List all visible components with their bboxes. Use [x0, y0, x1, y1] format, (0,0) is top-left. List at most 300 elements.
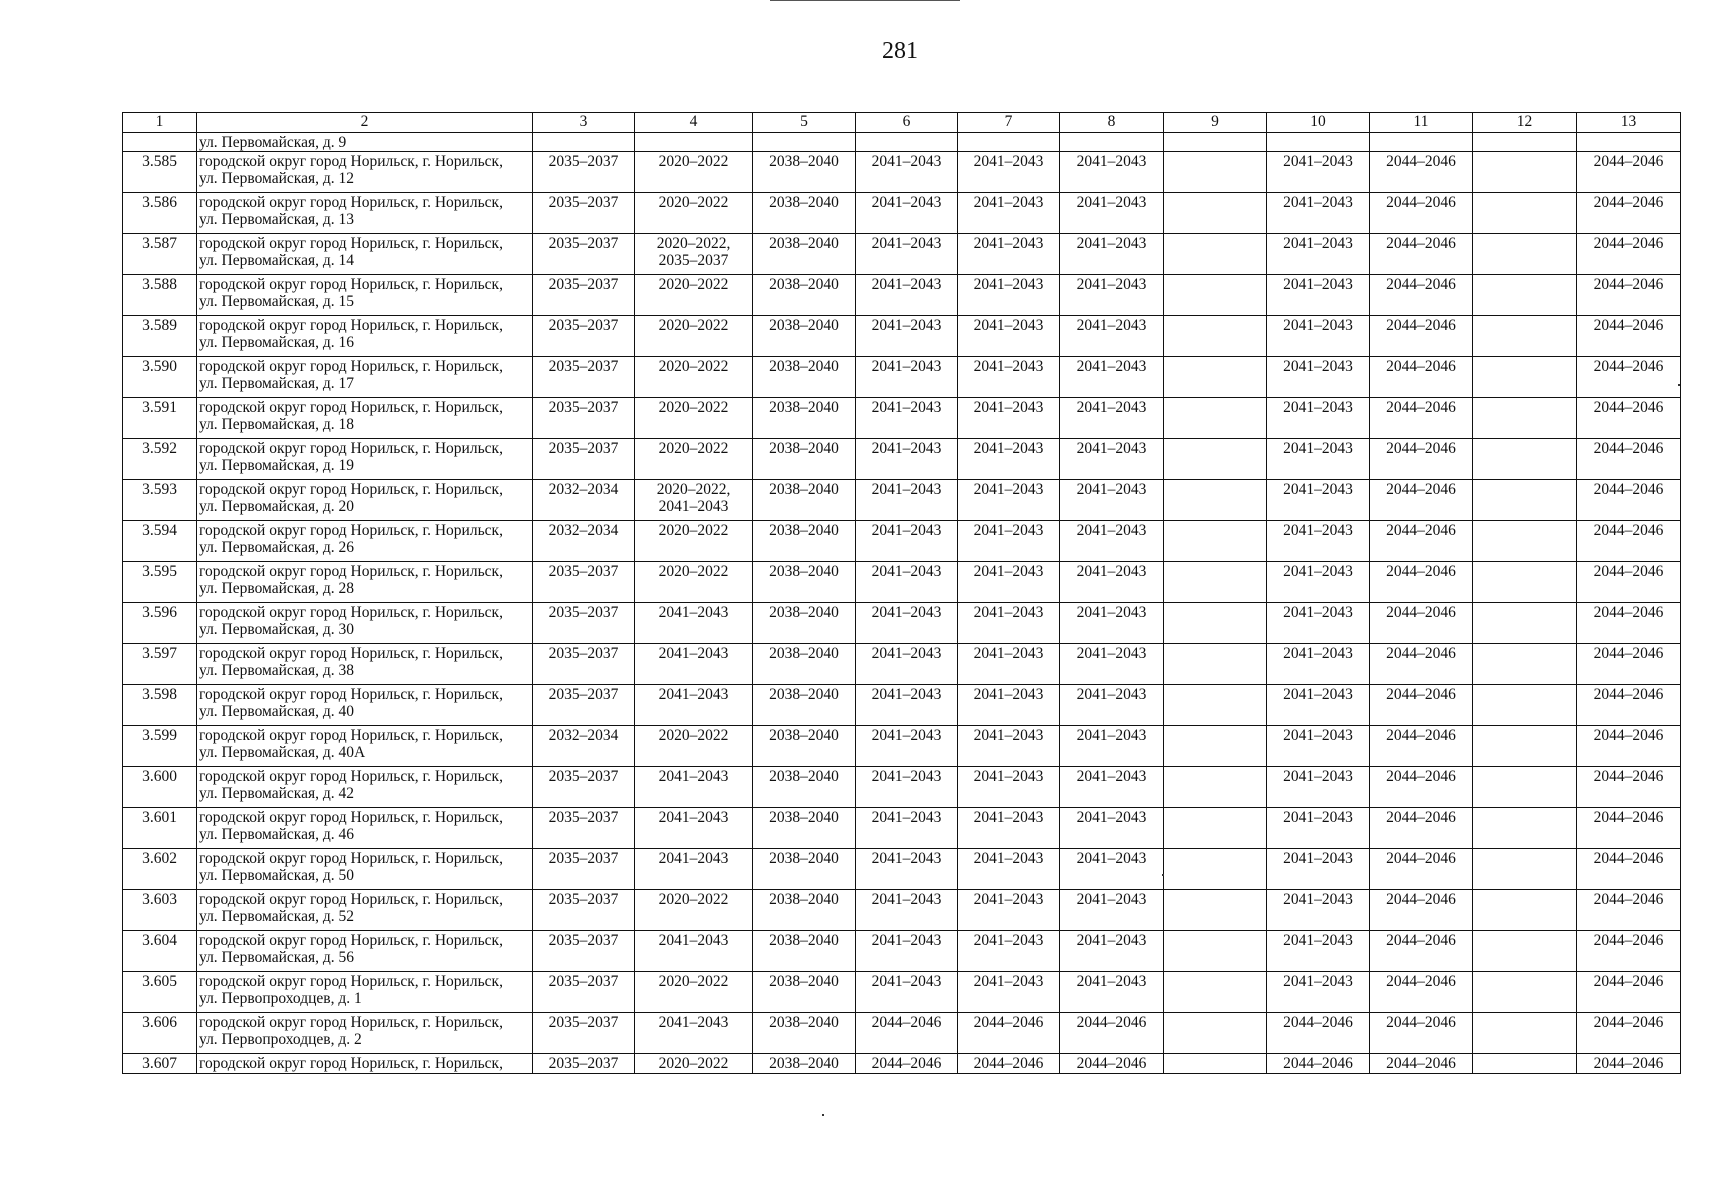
period-cell-col6-line: 2041–2043	[871, 645, 942, 662]
page-number: 281	[882, 38, 918, 64]
period-cell-col8-line: 2041–2043	[1076, 768, 1147, 785]
period-cell-col4	[635, 890, 753, 931]
period-cell-col4	[635, 767, 753, 808]
period-cell-col13-line: 2044–2046	[1593, 153, 1664, 170]
period-cell-col13	[1577, 726, 1681, 767]
period-cell-col6	[856, 972, 958, 1013]
period-cell-col6-line: 2041–2043	[871, 850, 942, 867]
period-cell-col10-line: 2044–2046	[1283, 1055, 1353, 1072]
period-cell-col6	[856, 931, 958, 972]
table-cell	[1267, 133, 1370, 152]
period-cell-col12	[1473, 685, 1577, 726]
period-cell-col10-line: 2041–2043	[1283, 563, 1353, 580]
address-cell	[197, 603, 533, 644]
period-cell-col3	[533, 152, 635, 193]
period-cell-col11-line: 2044–2046	[1386, 932, 1456, 949]
period-cell-col8	[1060, 603, 1164, 644]
period-cell-col8	[1060, 357, 1164, 398]
table-row	[123, 644, 1681, 685]
period-cell-col11-line: 2044–2046	[1386, 235, 1456, 252]
period-cell-col8	[1060, 480, 1164, 521]
period-cell-col10-line: 2041–2043	[1283, 194, 1353, 211]
period-cell-col4	[635, 234, 753, 275]
period-cell-col6-line: 2041–2043	[871, 194, 942, 211]
period-cell-col8-line: 2041–2043	[1076, 317, 1147, 334]
period-cell-col13	[1577, 480, 1681, 521]
period-cell-col5	[753, 644, 856, 685]
period-cell-col12	[1473, 603, 1577, 644]
period-cell-col4-line: 2041–2043	[658, 1014, 729, 1031]
period-cell-col5-line: 2038–2040	[769, 235, 839, 252]
period-cell-col6-line: 2041–2043	[871, 768, 942, 785]
period-cell-col12	[1473, 644, 1577, 685]
period-cell-col10-line: 2041–2043	[1283, 481, 1353, 498]
address-cell-line: городской округ город Норильск, г. Норильск,	[199, 850, 503, 867]
address-cell-line: городской округ город Норильск, г. Норильск,	[199, 563, 503, 580]
period-cell-col11-line: 2044–2046	[1386, 768, 1456, 785]
period-cell-col8-line: 2041–2043	[1076, 727, 1147, 744]
row-number-cell-line: 3.597	[142, 645, 177, 662]
period-cell-col5-line: 2038–2040	[769, 932, 839, 949]
period-cell-col5-line: 2038–2040	[769, 440, 839, 457]
period-cell-col6-line: 2041–2043	[871, 973, 942, 990]
period-cell-col3	[533, 931, 635, 972]
period-cell-col4	[635, 439, 753, 480]
period-cell-col12	[1473, 234, 1577, 275]
address-cell-line: ул. Первомайская, д. 12	[199, 170, 354, 187]
address-cell-line: ул. Первомайская, д. 40	[199, 703, 354, 720]
top-rule	[770, 0, 960, 1]
address-cell-line: ул. Первомайская, д. 19	[199, 457, 354, 474]
address-cell	[197, 152, 533, 193]
period-cell-col5	[753, 685, 856, 726]
period-cell-col10-line: 2041–2043	[1283, 809, 1353, 826]
period-cell-col8	[1060, 685, 1164, 726]
address-cell	[197, 562, 533, 603]
period-cell-col10-line: 2041–2043	[1283, 727, 1353, 744]
period-cell-col10-line: 2041–2043	[1283, 768, 1353, 785]
period-cell-col3	[533, 1054, 635, 1074]
row-number-cell	[123, 890, 197, 931]
period-cell-col13	[1577, 603, 1681, 644]
period-cell-col6	[856, 521, 958, 562]
period-cell-col9	[1164, 1013, 1267, 1054]
period-cell-col7-line: 2041–2043	[973, 358, 1044, 375]
row-number-cell	[123, 357, 197, 398]
period-cell-col13	[1577, 685, 1681, 726]
period-cell-col11-line: 2044–2046	[1386, 481, 1456, 498]
period-cell-col9	[1164, 808, 1267, 849]
period-cell-col10	[1267, 439, 1370, 480]
period-cell-col3	[533, 562, 635, 603]
period-cell-col8-line: 2041–2043	[1076, 973, 1147, 990]
period-cell-col13-line: 2044–2046	[1593, 235, 1664, 252]
period-cell-col7	[958, 357, 1060, 398]
address-cell-line: ул. Первомайская, д. 28	[199, 580, 354, 597]
address-cell-line: городской округ город Норильск, г. Норильск,	[199, 645, 503, 662]
period-cell-col10	[1267, 480, 1370, 521]
period-cell-col8-line: 2041–2043	[1076, 850, 1147, 867]
period-cell-col10-line: 2041–2043	[1283, 153, 1353, 170]
period-cell-col7-line: 2041–2043	[973, 194, 1044, 211]
address-cell-line: городской округ город Норильск, г. Норильск,	[199, 973, 503, 990]
period-cell-col13	[1577, 275, 1681, 316]
column-header: 8	[1060, 113, 1164, 133]
period-cell-col3-line: 2035–2037	[548, 1014, 619, 1031]
period-cell-col5-line: 2038–2040	[769, 604, 839, 621]
period-cell-col10	[1267, 234, 1370, 275]
period-cell-col10	[1267, 685, 1370, 726]
address-cell-line: городской округ город Норильск, г. Норильск,	[199, 1055, 503, 1072]
row-number-cell-line: 3.604	[142, 932, 177, 949]
period-cell-col3	[533, 357, 635, 398]
period-cell-col5	[753, 849, 856, 890]
period-cell-col6	[856, 275, 958, 316]
period-cell-col13-line: 2044–2046	[1593, 727, 1664, 744]
table-row	[123, 234, 1681, 275]
period-cell-col6	[856, 849, 958, 890]
period-cell-col4-line: 2041–2043	[658, 604, 729, 621]
period-cell-col13-line: 2044–2046	[1593, 317, 1664, 334]
period-cell-col7	[958, 1013, 1060, 1054]
period-cell-col8	[1060, 726, 1164, 767]
period-cell-col7-line: 2044–2046	[973, 1055, 1044, 1072]
period-cell-col3-line: 2035–2037	[548, 932, 619, 949]
period-cell-col8	[1060, 644, 1164, 685]
period-cell-col3	[533, 808, 635, 849]
row-number-cell	[123, 439, 197, 480]
period-cell-col11-line: 2044–2046	[1386, 850, 1456, 867]
period-cell-col3-line: 2035–2037	[548, 1055, 619, 1072]
period-cell-col7	[958, 767, 1060, 808]
period-cell-col11	[1370, 439, 1473, 480]
period-cell-col6	[856, 398, 958, 439]
period-cell-col7-line: 2041–2043	[973, 481, 1044, 498]
period-cell-col8	[1060, 234, 1164, 275]
period-cell-col4	[635, 726, 753, 767]
table-row	[123, 931, 1681, 972]
period-cell-col6-line: 2041–2043	[871, 276, 942, 293]
period-cell-col10-line: 2041–2043	[1283, 276, 1353, 293]
period-cell-col10-line: 2041–2043	[1283, 358, 1353, 375]
address-cell	[197, 521, 533, 562]
period-cell-col11	[1370, 234, 1473, 275]
period-cell-col9	[1164, 972, 1267, 1013]
period-cell-col6-line: 2044–2046	[871, 1014, 942, 1031]
period-cell-col4	[635, 808, 753, 849]
period-cell-col11-line: 2044–2046	[1386, 440, 1456, 457]
period-cell-col6-line: 2041–2043	[871, 604, 942, 621]
period-cell-col4-line: 2020–2022	[658, 522, 729, 539]
period-cell-col12	[1473, 726, 1577, 767]
period-cell-col3-line: 2035–2037	[548, 153, 619, 170]
period-cell-col3	[533, 726, 635, 767]
table-cell	[856, 133, 958, 152]
period-cell-col13-line: 2044–2046	[1593, 1055, 1664, 1072]
period-cell-col6-line: 2041–2043	[871, 399, 942, 416]
table-row	[123, 849, 1681, 890]
period-cell-col4-line: 2041–2043	[658, 809, 729, 826]
period-cell-col13-line: 2044–2046	[1593, 1014, 1664, 1031]
period-cell-col6-line: 2044–2046	[871, 1055, 942, 1072]
period-cell-col6-line: 2041–2043	[871, 809, 942, 826]
period-cell-col7	[958, 931, 1060, 972]
period-cell-col10-line: 2041–2043	[1283, 645, 1353, 662]
period-cell-col7-line: 2041–2043	[973, 645, 1044, 662]
schedule-table	[122, 112, 1681, 1074]
period-cell-col12	[1473, 521, 1577, 562]
address-cell-line: городской округ город Норильск, г. Норильск,	[199, 891, 503, 908]
period-cell-col3-line: 2035–2037	[548, 440, 619, 457]
period-cell-col3-line: 2035–2037	[548, 317, 619, 334]
period-cell-col9	[1164, 316, 1267, 357]
period-cell-col7-line: 2041–2043	[973, 727, 1044, 744]
period-cell-col6-line: 2041–2043	[871, 522, 942, 539]
period-cell-col4	[635, 849, 753, 890]
period-cell-col11-line: 2044–2046	[1386, 399, 1456, 416]
period-cell-col8	[1060, 808, 1164, 849]
period-cell-col13-line: 2044–2046	[1593, 768, 1664, 785]
table-row	[123, 1013, 1681, 1054]
period-cell-col12	[1473, 152, 1577, 193]
period-cell-col10	[1267, 193, 1370, 234]
period-cell-col3-line: 2035–2037	[548, 809, 619, 826]
period-cell-col5-line: 2038–2040	[769, 1014, 839, 1031]
period-cell-col6-line: 2041–2043	[871, 686, 942, 703]
period-cell-col3-line: 2032–2034	[548, 481, 619, 498]
period-cell-col11-line: 2044–2046	[1386, 563, 1456, 580]
row-number-cell-line: 3.589	[142, 317, 177, 334]
period-cell-col10-line: 2041–2043	[1283, 932, 1353, 949]
period-cell-col6-line: 2041–2043	[871, 932, 942, 949]
period-cell-col4-line: 2020–2022	[658, 358, 729, 375]
period-cell-col8-line: 2041–2043	[1076, 153, 1147, 170]
address-cell-line: городской округ город Норильск, г. Норильск,	[199, 686, 503, 703]
period-cell-col7	[958, 152, 1060, 193]
address-cell-line: ул. Первомайская, д. 15	[199, 293, 354, 310]
period-cell-col13-line: 2044–2046	[1593, 522, 1664, 539]
period-cell-col10-line: 2041–2043	[1283, 399, 1353, 416]
table-row	[123, 1054, 1681, 1074]
period-cell-col11	[1370, 152, 1473, 193]
period-cell-col6	[856, 890, 958, 931]
period-cell-col6-line: 2041–2043	[871, 891, 942, 908]
period-cell-col10	[1267, 808, 1370, 849]
period-cell-col11-line: 2044–2046	[1386, 153, 1456, 170]
period-cell-col7	[958, 808, 1060, 849]
period-cell-col11-line: 2044–2046	[1386, 891, 1456, 908]
period-cell-col4	[635, 193, 753, 234]
period-cell-col13	[1577, 357, 1681, 398]
period-cell-col4-line: 2020–2022	[658, 440, 729, 457]
period-cell-col7	[958, 890, 1060, 931]
period-cell-col3	[533, 480, 635, 521]
period-cell-col7-line: 2041–2043	[973, 276, 1044, 293]
row-number-cell	[123, 521, 197, 562]
period-cell-col6	[856, 808, 958, 849]
row-number-cell-line: 3.592	[142, 440, 177, 457]
period-cell-col4-line: 2020–2022	[658, 317, 729, 334]
period-cell-col3	[533, 1013, 635, 1054]
scan-speck	[822, 1114, 824, 1116]
address-cell-line: городской округ город Норильск, г. Норильск,	[199, 153, 503, 170]
period-cell-col7	[958, 398, 1060, 439]
period-cell-col4-line: 2020–2022	[658, 399, 729, 416]
row-number-cell	[123, 644, 197, 685]
period-cell-col6	[856, 152, 958, 193]
period-cell-col12	[1473, 972, 1577, 1013]
address-cell	[197, 767, 533, 808]
period-cell-col10-line: 2041–2043	[1283, 973, 1353, 990]
period-cell-col6	[856, 480, 958, 521]
row-number-cell	[123, 480, 197, 521]
period-cell-col5-line: 2038–2040	[769, 1055, 839, 1072]
row-number-cell-line: 3.594	[142, 522, 177, 539]
period-cell-col13-line: 2044–2046	[1593, 973, 1664, 990]
period-cell-col4-line: 2020–2022,	[656, 235, 731, 252]
row-number-cell	[123, 849, 197, 890]
column-header: 3	[533, 113, 635, 133]
period-cell-col8-line: 2044–2046	[1076, 1055, 1147, 1072]
period-cell-col3-line: 2035–2037	[548, 604, 619, 621]
period-cell-col13	[1577, 1013, 1681, 1054]
address-cell-line: ул. Первомайская, д. 18	[199, 416, 354, 433]
period-cell-col12	[1473, 808, 1577, 849]
address-cell-line: городской округ город Норильск, г. Норильск,	[199, 932, 503, 949]
period-cell-col13-line: 2044–2046	[1593, 809, 1664, 826]
period-cell-col5	[753, 767, 856, 808]
period-cell-col4-line: 2041–2043	[658, 645, 729, 662]
period-cell-col3	[533, 849, 635, 890]
period-cell-col4-line: 2041–2043	[658, 850, 729, 867]
period-cell-col10	[1267, 972, 1370, 1013]
period-cell-col8-line: 2041–2043	[1076, 358, 1147, 375]
row-number-cell-line: 3.586	[142, 194, 177, 211]
period-cell-col9	[1164, 357, 1267, 398]
table-row	[123, 562, 1681, 603]
period-cell-col13-line: 2044–2046	[1593, 194, 1664, 211]
period-cell-col5	[753, 890, 856, 931]
period-cell-col6	[856, 603, 958, 644]
period-cell-col9	[1164, 849, 1267, 890]
period-cell-col9	[1164, 1054, 1267, 1074]
period-cell-col3	[533, 972, 635, 1013]
period-cell-col10	[1267, 849, 1370, 890]
period-cell-col5	[753, 193, 856, 234]
period-cell-col8-line: 2041–2043	[1076, 891, 1147, 908]
period-cell-col7-line: 2041–2043	[973, 440, 1044, 457]
column-header: 13	[1577, 113, 1681, 133]
period-cell-col7-line: 2041–2043	[973, 891, 1044, 908]
period-cell-col11	[1370, 726, 1473, 767]
period-cell-col6	[856, 767, 958, 808]
table-row	[123, 521, 1681, 562]
period-cell-col4	[635, 357, 753, 398]
table-row	[123, 890, 1681, 931]
address-cell-line: городской округ город Норильск, г. Норильск,	[199, 194, 503, 211]
period-cell-col7-line: 2041–2043	[973, 563, 1044, 580]
period-cell-col11-line: 2044–2046	[1386, 522, 1456, 539]
period-cell-col4-line: 2041–2043	[658, 686, 729, 703]
row-number-cell-line: 3.596	[142, 604, 177, 621]
period-cell-col5-line: 2038–2040	[769, 727, 839, 744]
address-cell	[197, 644, 533, 685]
period-cell-col6	[856, 357, 958, 398]
period-cell-col5	[753, 152, 856, 193]
period-cell-col8-line: 2041–2043	[1076, 809, 1147, 826]
period-cell-col4-line: 2020–2022	[658, 1055, 729, 1072]
period-cell-col6	[856, 316, 958, 357]
address-cell	[197, 357, 533, 398]
period-cell-col10-line: 2041–2043	[1283, 850, 1353, 867]
period-cell-col4-line: 2041–2043	[658, 932, 729, 949]
row-number-cell-line: 3.603	[142, 891, 177, 908]
table-row	[123, 152, 1681, 193]
period-cell-col6-line: 2041–2043	[871, 727, 942, 744]
period-cell-col10	[1267, 521, 1370, 562]
address-cell-line: ул. Первомайская, д. 20	[199, 498, 354, 515]
period-cell-col10	[1267, 931, 1370, 972]
period-cell-col13	[1577, 644, 1681, 685]
period-cell-col11-line: 2044–2046	[1386, 1055, 1456, 1072]
table-row	[123, 357, 1681, 398]
period-cell-col11	[1370, 1054, 1473, 1074]
period-cell-col12	[1473, 193, 1577, 234]
address-cell-line: ул. Первомайская, д. 14	[199, 252, 354, 269]
period-cell-col4	[635, 398, 753, 439]
row-number-cell	[123, 972, 197, 1013]
address-cell-line: городской округ город Норильск, г. Норильск,	[199, 809, 503, 826]
period-cell-col6	[856, 193, 958, 234]
period-cell-col7-line: 2041–2043	[973, 317, 1044, 334]
period-cell-col4-line: 2020–2022	[658, 153, 729, 170]
period-cell-col12	[1473, 767, 1577, 808]
period-cell-col8-line: 2041–2043	[1076, 399, 1147, 416]
row-number-cell	[123, 1013, 197, 1054]
address-cell-line: ул. Первопроходцев, д. 1	[199, 990, 362, 1007]
period-cell-col5	[753, 603, 856, 644]
period-cell-col9	[1164, 275, 1267, 316]
table-cell	[635, 133, 753, 152]
period-cell-col8-line: 2041–2043	[1076, 194, 1147, 211]
address-cell	[197, 972, 533, 1013]
period-cell-col3-line: 2035–2037	[548, 358, 619, 375]
row-number-cell	[123, 767, 197, 808]
period-cell-col8-line: 2041–2043	[1076, 235, 1147, 252]
row-number-cell	[123, 193, 197, 234]
period-cell-col10	[1267, 603, 1370, 644]
address-cell-line: ул. Первомайская, д. 17	[199, 375, 354, 392]
row-number-cell-line: 3.598	[142, 686, 177, 703]
period-cell-col13	[1577, 152, 1681, 193]
period-cell-col6	[856, 439, 958, 480]
period-cell-col13-line: 2044–2046	[1593, 932, 1664, 949]
period-cell-col11	[1370, 808, 1473, 849]
period-cell-col9	[1164, 234, 1267, 275]
address-cell	[197, 931, 533, 972]
period-cell-col4	[635, 644, 753, 685]
period-cell-col13	[1577, 562, 1681, 603]
period-cell-col13	[1577, 931, 1681, 972]
period-cell-col11	[1370, 398, 1473, 439]
period-cell-col12	[1473, 398, 1577, 439]
period-cell-col11	[1370, 193, 1473, 234]
period-cell-col13	[1577, 193, 1681, 234]
period-cell-col3	[533, 644, 635, 685]
period-cell-col8	[1060, 439, 1164, 480]
period-cell-col5-line: 2038–2040	[769, 563, 839, 580]
period-cell-col13	[1577, 808, 1681, 849]
